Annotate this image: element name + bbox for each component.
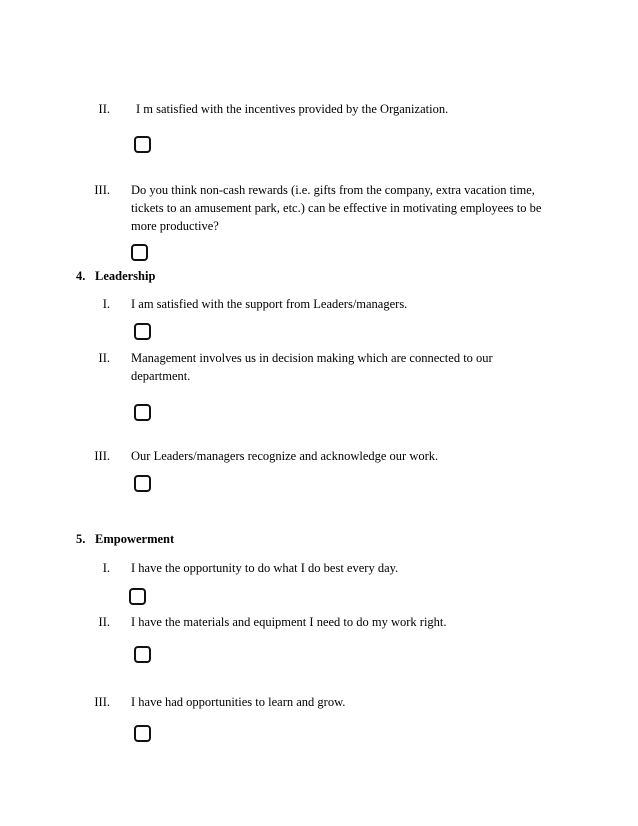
question-numeral: II.	[98, 351, 110, 365]
question-text: I have the opportunity to do what I do best every day.	[131, 561, 399, 575]
question-text: I am satisfied with the support from Leaders/managers.	[131, 297, 408, 311]
question-text: I have had opportunities to learn and grow.	[131, 695, 346, 709]
question-numeral: III.	[94, 449, 110, 463]
question-numeral: II.	[98, 102, 110, 116]
question-numeral: I.	[102, 561, 110, 575]
question-text: Our Leaders/managers recognize and acknowledge our work.	[131, 449, 439, 463]
answer-checkbox[interactable]	[134, 646, 151, 663]
answer-checkbox[interactable]	[129, 588, 146, 605]
section-heading-empowerment: Empowerment	[95, 532, 175, 546]
question-text: I have the materials and equipment I need to do my work right.	[131, 615, 447, 629]
section-number: 5.	[76, 532, 86, 546]
answer-checkbox[interactable]	[134, 323, 151, 340]
question-text: I m satisfied with the incentives provided by the Organization.	[136, 102, 449, 116]
question-text: tickets to an amusement park, etc.) can be effective in motivating employees to be	[131, 201, 542, 215]
question-numeral: I.	[102, 297, 110, 311]
question-text: Management involves us in decision making which are connected to our	[131, 351, 493, 365]
question-text: more productive?	[131, 219, 219, 233]
answer-checkbox[interactable]	[134, 404, 151, 421]
question-numeral: II.	[98, 615, 110, 629]
question-numeral: III.	[94, 183, 110, 197]
answer-checkbox[interactable]	[134, 136, 151, 153]
question-numeral: III.	[94, 695, 110, 709]
section-heading-leadership: Leadership	[95, 269, 156, 283]
section-number: 4.	[76, 269, 86, 283]
question-text: Do you think non-cash rewards (i.e. gifts from the company, extra vacation time,	[131, 183, 535, 197]
question-text: department.	[131, 369, 191, 383]
answer-checkbox[interactable]	[134, 725, 151, 742]
answer-checkbox[interactable]	[134, 475, 151, 492]
answer-checkbox[interactable]	[131, 244, 148, 261]
